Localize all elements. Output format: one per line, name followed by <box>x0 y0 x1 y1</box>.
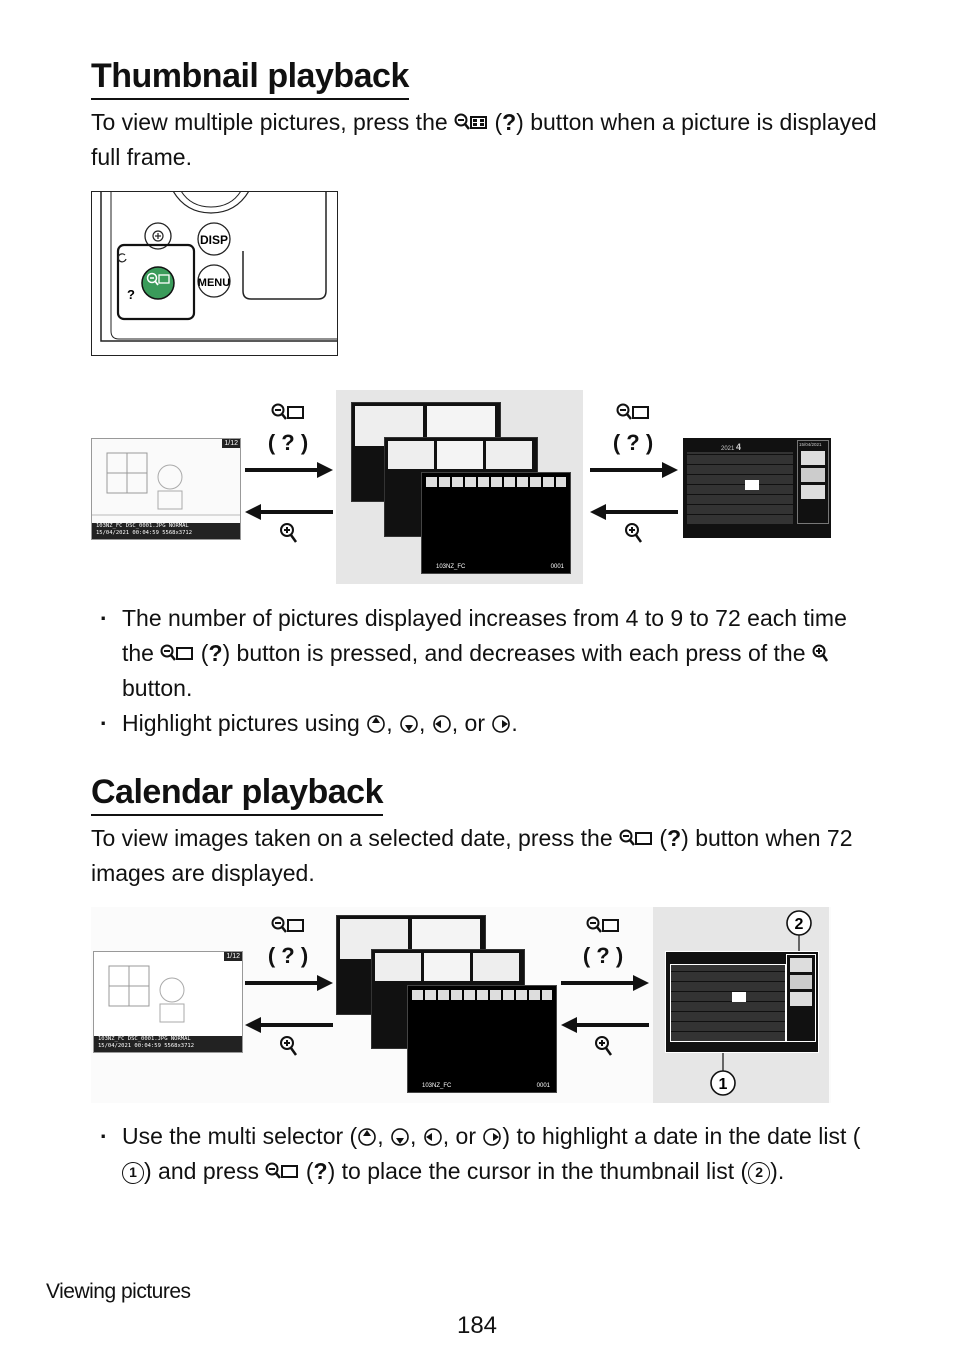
forward-back-arrows <box>241 460 336 520</box>
callout-2-inline: 2 <box>748 1162 770 1184</box>
still-life-image <box>92 439 240 527</box>
forward-back-arrows-2 <box>557 973 652 1033</box>
zoom-in-icon <box>624 522 644 546</box>
camera-back-illustration <box>91 191 338 356</box>
svg-text:2: 2 <box>794 916 804 933</box>
multi-selector-up-icon <box>357 1127 377 1147</box>
calendar-screen: 2021 4 15/04/2021 <box>683 438 831 538</box>
help-icon: ? <box>667 825 682 851</box>
zoom-out-label: ( ? ) <box>258 915 318 969</box>
zoom-out-label-2: ( ? ) <box>573 915 633 969</box>
zoom-out-thumbnail-icon <box>619 829 653 849</box>
zoom-out-thumbnail-icon <box>586 916 620 936</box>
intro-text: To view multiple pictures, press the <box>91 109 448 135</box>
thumbnail-bullets <box>100 601 880 741</box>
zoom-out-thumbnail-icon <box>160 644 194 664</box>
thumbnail-intro: To view multiple pictures, press the (?) button when a picture is displayed full frame. <box>91 105 881 175</box>
calendar-intro: To view images taken on a selected date, press the (?) button when 72 images are displayed. <box>91 821 881 891</box>
thumbnail-stack: 103NZ_FC 0001 <box>336 915 566 1095</box>
forward-back-arrows <box>241 973 336 1033</box>
section-title-thumbnail: Thumbnail playback <box>91 56 409 100</box>
thumbnail-flow-diagram <box>91 390 831 584</box>
zoom-out-label: ( ? ) <box>258 402 318 456</box>
bullet-item: · Use the multi selector ( , , , or ) to highlight a date in the date list (1 ) and press (?) to place the cursor in the thumbnail list ( 2 ). <box>100 1119 880 1189</box>
disp-label: DISP <box>199 233 229 247</box>
multi-selector-right-icon <box>491 714 511 734</box>
help-icon: ? <box>208 640 223 666</box>
zoom-out-thumbnail-icon <box>265 1162 299 1182</box>
section-title-calendar: Calendar playback <box>91 772 383 816</box>
zoom-out-thumbnail-icon <box>616 403 650 423</box>
zoom-out-thumbnail-icon <box>271 916 305 936</box>
zoom-out-thumbnail-icon <box>271 403 305 423</box>
footer-section-label: Viewing pictures <box>46 1280 191 1303</box>
menu-label: MENU <box>197 277 231 289</box>
multi-selector-right-icon <box>482 1127 502 1147</box>
forward-back-arrows-2 <box>586 460 681 520</box>
multi-selector-left-icon <box>432 714 452 734</box>
calendar-flow-diagram <box>91 907 831 1103</box>
full-frame-screen: 1/12 103NZ_FC DSC_0001.JPG NORMAL 15/04/2021 00:04:59 5568x3712 <box>91 438 241 540</box>
calendar-panel <box>653 907 829 1103</box>
page-number: 184 <box>456 1312 498 1339</box>
callout-1-inline: 1 <box>122 1162 144 1184</box>
zoom-out-label-2: ( ? ) <box>603 402 663 456</box>
zoom-out-thumbnail-icon <box>454 113 488 133</box>
bullet-item: · Highlight pictures using , , , or . <box>100 706 880 741</box>
help-icon: ? <box>313 1158 328 1184</box>
multi-selector-down-icon <box>399 714 419 734</box>
zoom-in-icon <box>594 1035 614 1059</box>
thumbnail-stack-panel: 103NZ_FC 0001 <box>336 390 583 584</box>
bullet-item: · The number of pictures displayed increases from 4 to 9 to 72 each time the (?) button is pressed, and decreases with each press of the button. <box>100 601 880 706</box>
multi-selector-up-icon <box>366 714 386 734</box>
svg-text:1: 1 <box>718 1076 728 1093</box>
zoom-in-icon <box>279 1035 299 1059</box>
multi-selector-down-icon <box>390 1127 410 1147</box>
zoom-in-icon <box>812 644 830 664</box>
multi-selector-left-icon <box>423 1127 443 1147</box>
svg-text:?: ? <box>127 287 135 302</box>
calendar-bullets <box>100 1119 880 1189</box>
help-icon: ? <box>502 109 517 135</box>
full-frame-screen: 1/12 103NZ_FC DSC_0001.JPG NORMAL 15/04/2021 00:04:59 5568x3712 <box>93 951 243 1053</box>
zoom-in-icon <box>279 522 299 546</box>
